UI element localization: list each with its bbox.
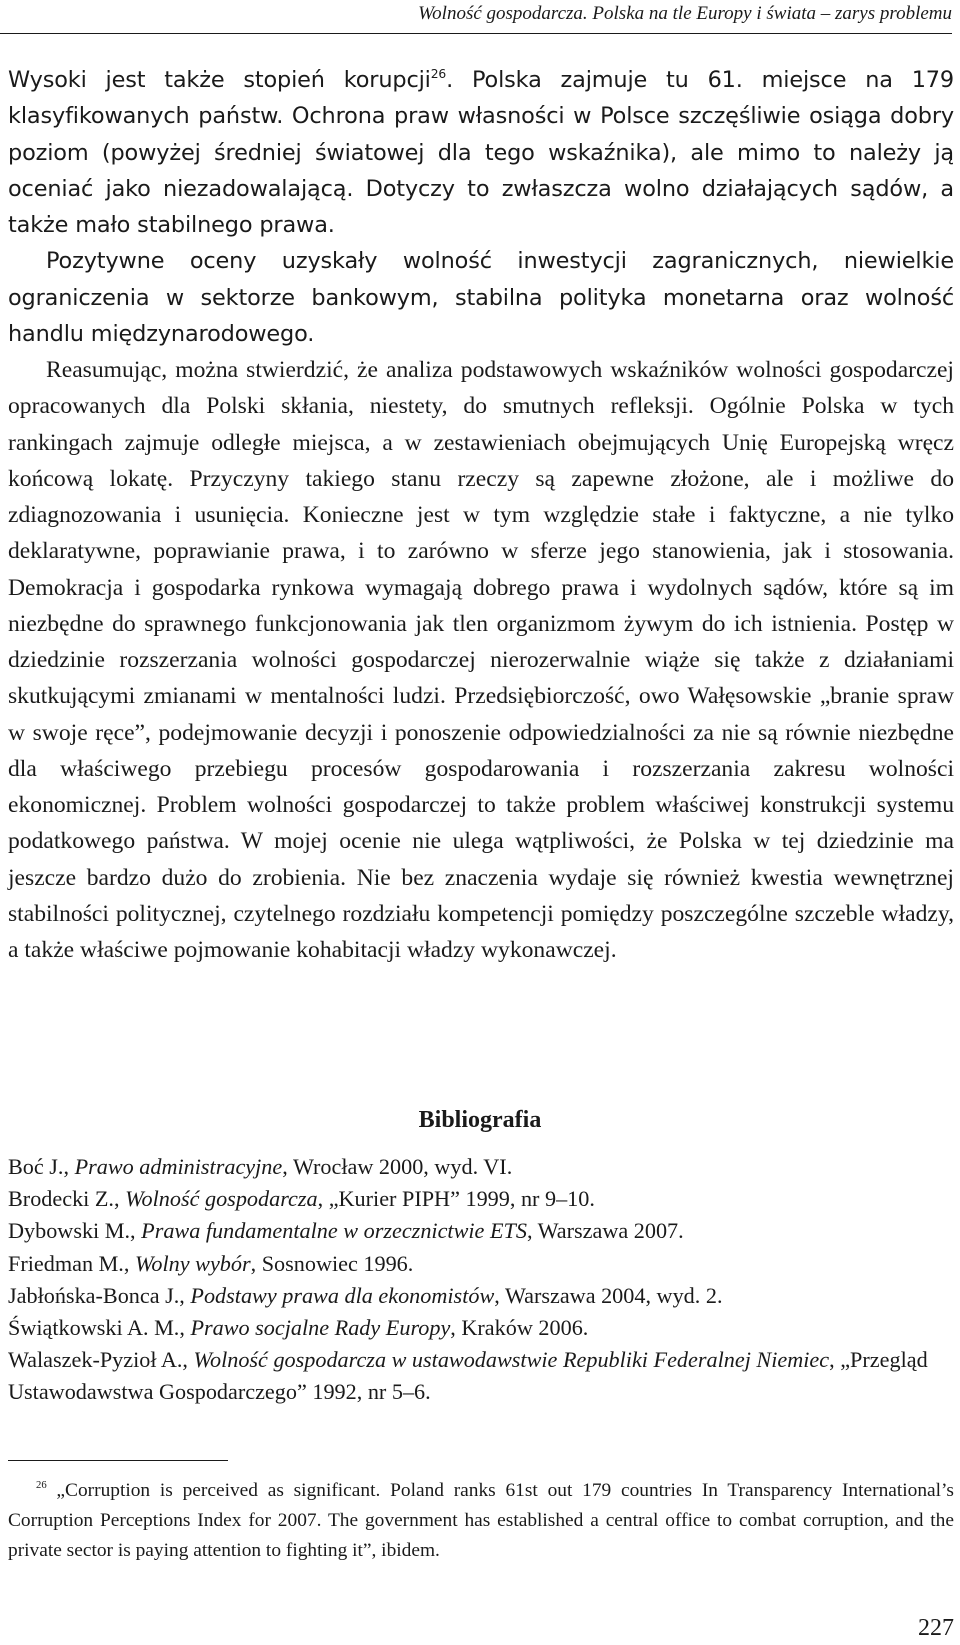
entry-details: , Sosnowiec 1996. — [250, 1250, 414, 1276]
entry-title: Prawo socjalne Rady Europy — [190, 1315, 451, 1341]
entry-title: Wolność gospodarcza — [125, 1186, 318, 1212]
header-rule — [0, 33, 952, 34]
bibliography-entry — [8, 1344, 956, 1408]
main-text — [8, 62, 954, 968]
entry-author: Dybowski M., — [8, 1218, 142, 1244]
entry-title: Prawa fundamentalne w orzecznictwie ETS — [141, 1218, 527, 1244]
bibliography-heading: Bibliografia — [418, 1107, 542, 1133]
running-header: Wolność gospodarcza. Polska na tle Europy i świata – zarys problemu — [418, 3, 952, 24]
bibliography-list — [8, 1151, 956, 1409]
paragraph-corruption-start: Wysoki jest także stopień korupcji — [8, 67, 431, 93]
entry-title: Prawo administracyjne — [74, 1154, 283, 1179]
entry-details: , Warszawa 2007. — [526, 1218, 684, 1244]
entry-details: , „Przegląd Ustawodawstwa Gospodarczego” 1992, nr 5–6. — [8, 1347, 928, 1405]
entry-title: Podstawy prawa dla ekonomistów — [190, 1282, 495, 1308]
paragraph-conclusion: Reasumując, można stwierdzić, że analiza podstawowych wskaźników wolności gospodarczej opracowanych dla Polski skłania, niestety, do smutnych refleksji. Ogólnie Polska w tych rankingach zajmuje odległe miejsca, a w zestawieniach obejmujących Unię Europejską wręcz końcową lokatę. Przyczyny takiego stanu rzeczy są zapewne złożone, ale i możliwe do zdiagnozowania i usunięcia. Konieczne jest w tym względzie stałe i faktyczne, a nie tylko deklaratywne, poprawianie prawa, i to zarówno w sferze jego stanowienia, jak i stosowania. Demokracja i gospodarka rynkowa wymagają dobrego prawa i wydolnych sądów, które są im niezbędne do sprawnego funkcjonowania jak tlen organizmom żywym do ich istnienia. Postęp w dziedzinie rozszerzania wolności gospodarczej nierozerwalnie wiąże się także z działaniami skutkującymi zmianami w mentalności ludzi. Przedsiębiorczość, owo Wałęsowskie „branie spraw w swoje ręce”, podejmowanie decyzji i ponoszenie odpowiedzialności za nie są równie niezbędne dla właściwego przebiegu procesów gospodarowania i rozszerzania zakresu wolności ekonomicznej. Problem wolności gospodarczej to także problem właściwej konstrukcji systemu podatkowego państwa. W mojej ocenie nie ulega wątpliwości, że Polska w tej dziedzinie ma jeszcze bardzo dużo do zrobienia. Nie bez znaczenia wydaje się również kwestia wewnętrznej stabilności politycznej, czytelnego rozdziału kompetencji pomiędzy poszczególne szczeble władzy, a także właściwe pojmowanie kohabitacji władzy wykonawczej. — [8, 357, 954, 963]
footnote-number: 26 — [36, 1479, 47, 1491]
footnote-rule — [8, 1460, 228, 1461]
paragraph-positive-ratings: Pozytywne oceny uzyskały wolność inwestycji zagranicznych, niewielkie ograniczenia w sektorze bankowym, stabilna polityka monetarna oraz wolność handlu międzynarodowego. — [8, 248, 954, 347]
paragraph-corruption — [8, 62, 954, 243]
entry-title: Wolny wybór — [134, 1250, 251, 1276]
page-number: 227 — [918, 1615, 954, 1641]
entry-details: , „Kurier PIPH” 1999, nr 9–10. — [317, 1186, 595, 1212]
bibliography-entry — [8, 1183, 956, 1215]
entry-author: Świątkowski A. M., — [8, 1315, 191, 1341]
entry-author: Jabłońska-Bonca J., — [8, 1282, 191, 1308]
bibliography-entry — [8, 1248, 956, 1280]
footnote-reference[interactable]: 26 — [430, 66, 447, 81]
entry-author: Brodecki Z., — [8, 1186, 126, 1212]
entry-details: , Wrocław 2000, wyd. VI. — [282, 1154, 513, 1179]
entry-author: Boć J., — [8, 1154, 75, 1179]
footnote-text — [8, 1476, 954, 1566]
entry-author: Friedman M., — [8, 1250, 135, 1276]
bibliography-entry — [8, 1215, 956, 1247]
entry-details: , Kraków 2006. — [450, 1315, 589, 1341]
bibliography-entry — [8, 1151, 956, 1183]
entry-title: Wolność gospodarcza w ustawodawstwie Republiki Federalnej Niemiec — [193, 1347, 830, 1373]
footnote-body: „Corruption is perceived as significant. Poland ranks 61st out 179 countries In Transparency International’s Corruption Perceptions Index for 2007. The government has established a central office to combat corruption, and the private sector is paying attention to fighting it”, ibidem. — [8, 1480, 954, 1561]
entry-details: , Warszawa 2004, wyd. 2. — [494, 1282, 723, 1308]
bibliography-entry — [8, 1312, 956, 1344]
footnote — [8, 1476, 954, 1566]
bibliography-entry — [8, 1280, 956, 1312]
entry-author: Walaszek-Pyzioł A., — [8, 1347, 194, 1373]
paragraph-corruption-end: . Polska zajmuje tu 61. miejsce na 179 klasyfikowanych państw. Ochrona praw własności w Polsce szczęśliwie osiąga dobry poziom (powyżej średniej światowej dla tego wskaźnika), ale mimo to należy ją oceniać jako niezadowalającą. Dotyczy to zwłaszcza wolno działających sądów, a także mało stabilnego prawa. — [8, 67, 954, 238]
